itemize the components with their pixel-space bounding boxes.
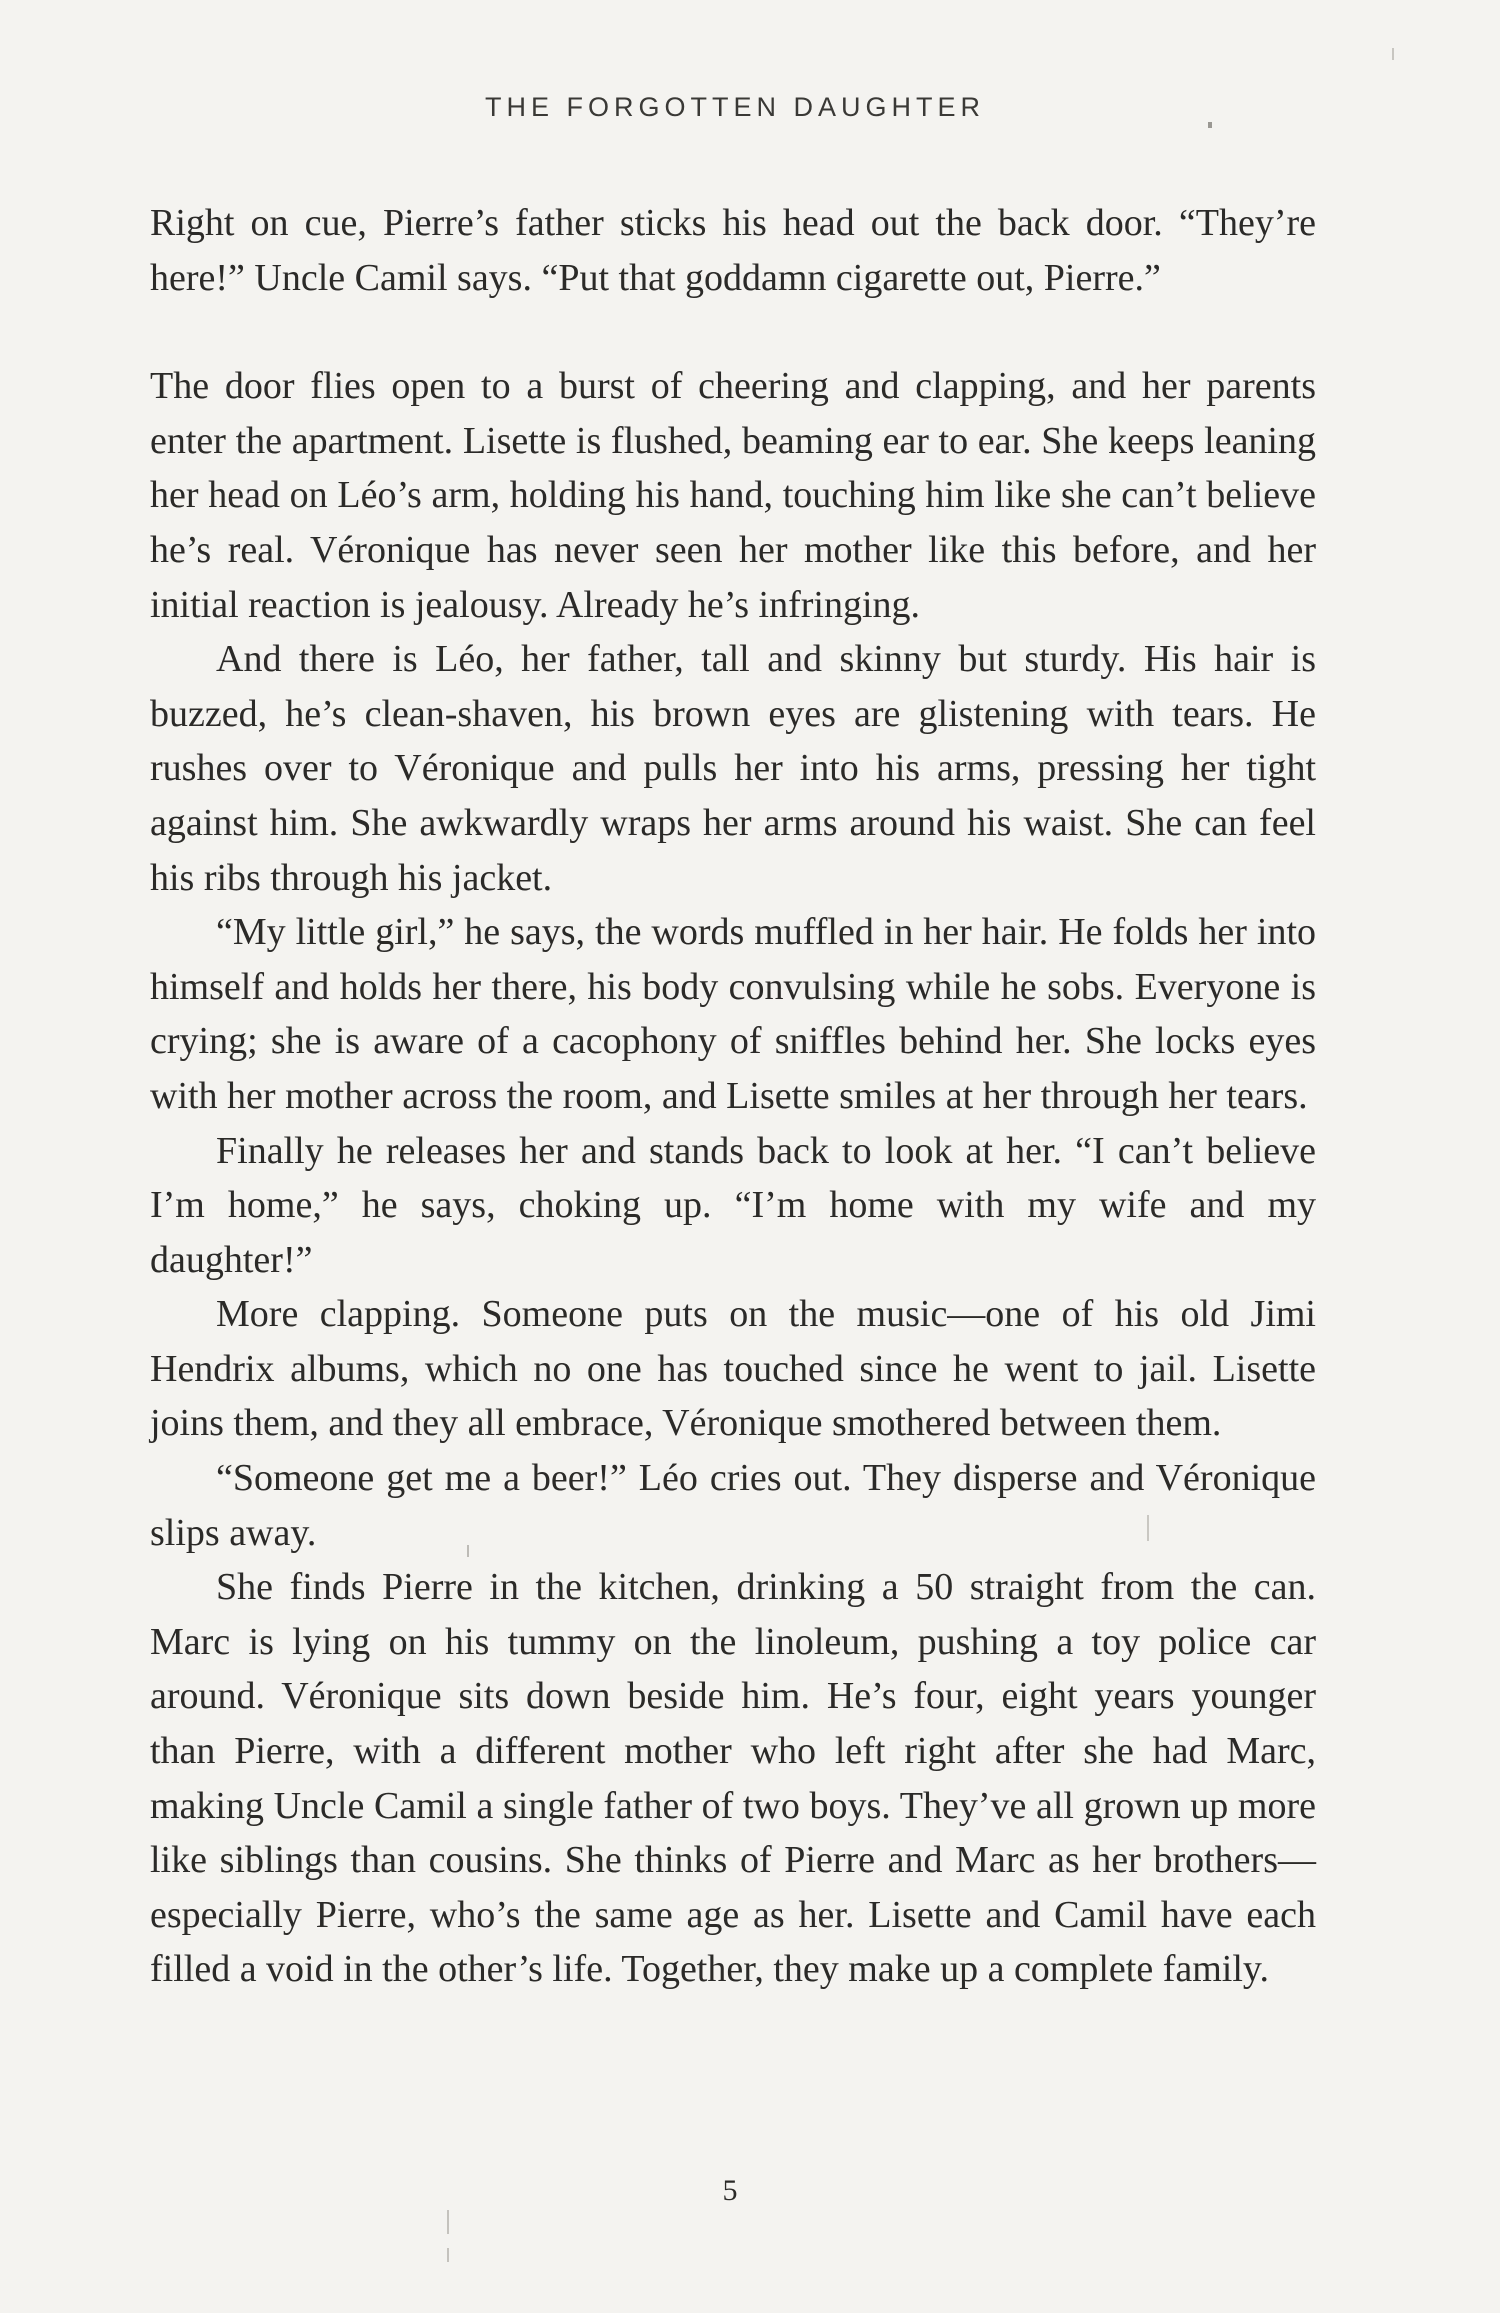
section-break	[150, 305, 1316, 359]
body-text	[150, 196, 1316, 1997]
paragraph: Finally he releases her and stands back to look at her. “I can’t believe I’m home,” he says, choking up. “I’m home with my wife and my daughter!”	[150, 1129, 1316, 1281]
scan-speck	[1147, 1515, 1149, 1541]
paragraph: Right on cue, Pierre’s father sticks his head out the back door. “They’re here!” Uncle Camil says. “Put that goddamn cigarette out, Pierre.”	[150, 202, 1316, 299]
scan-speck	[467, 1545, 469, 1557]
scan-speck	[1392, 48, 1394, 60]
paragraph: The door flies open to a burst of cheering and clapping, and her parents enter the apartment. Lisette is flushed, beaming ear to ear. She keeps leaning her head on Léo’s arm, holding his hand, touching him like she can’t believe he’s real. Véronique has never seen her mother like this before, and her initial reaction is jealousy. Already he’s infringing.	[150, 365, 1316, 626]
paragraph: She finds Pierre in the kitchen, drinking a 50 straight from the can. Marc is lying on his tummy on the linoleum, pushing a toy police car around. Véronique sits down beside him. He’s four, eight years younger than Pierre, with a different mother who left right after she had Marc, making Uncle Camil a single father of two boys. They’ve all grown up more like siblings than cousins. She thinks of Pierre and Marc as her brothers—especially Pierre, who’s the same age as her. Lisette and Camil have each filled a void in the other’s life. Together, they make up a complete family.	[150, 1566, 1316, 1991]
paragraph: And there is Léo, her father, tall and skinny but sturdy. His hair is buzzed, he’s clean-shaven, his brown eyes are glistening with tears. He rushes over to Véronique and pulls her into his arms, pressing her tight against him. She awkwardly wraps her arms around his waist. She can feel his ribs through his jacket.	[150, 638, 1316, 899]
scan-speck	[447, 2248, 449, 2262]
paragraph: “My little girl,” he says, the words muffled in her hair. He folds her into himself and holds her there, his body convulsing while he sobs. Everyone is crying; she is aware of a cacophony of sniffles behind her. She locks eyes with her mother across the room, and Lisette smiles at her through her tears.	[150, 911, 1316, 1117]
paragraph: “Someone get me a beer!” Léo cries out. They disperse and Véronique slips away.	[150, 1457, 1316, 1554]
running-head: THE FORGOTTEN DAUGHTER	[485, 92, 985, 122]
page-number: 5	[722, 2174, 738, 2207]
scan-speck	[1208, 122, 1212, 128]
scan-speck	[447, 2210, 449, 2234]
paragraph: More clapping. Someone puts on the music—one of his old Jimi Hendrix albums, which no one has touched since he went to jail. Lisette joins them, and they all embrace, Véronique smothered between them.	[150, 1293, 1316, 1445]
